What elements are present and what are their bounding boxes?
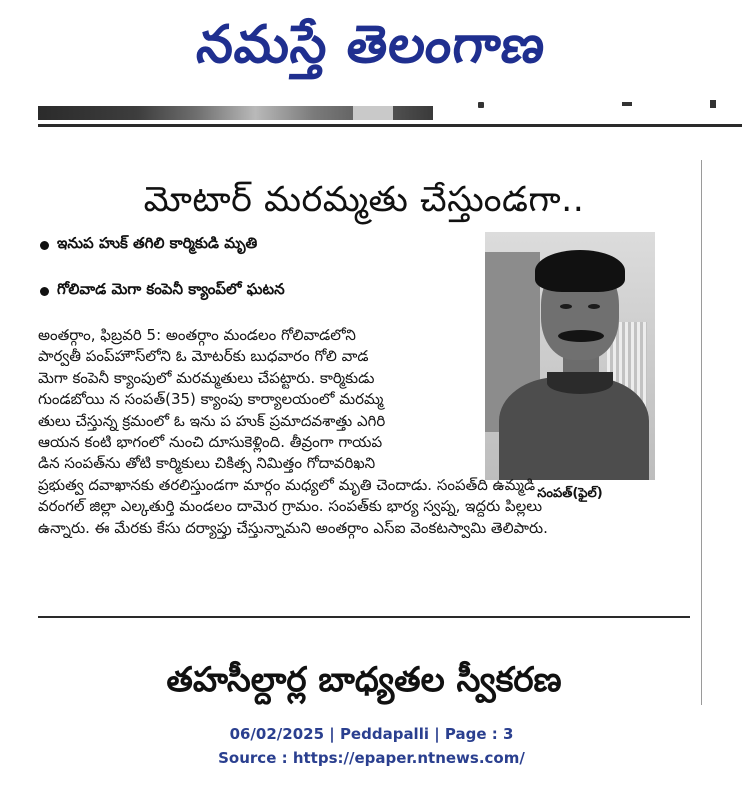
- body-line: వరంగల్ జిల్లా ఎల్కతుర్తి మండలం దామెర గ్రామం. సంపత్‌కు భార్య స్వప్న, ఇద్దరు పిల్లలు: [38, 497, 543, 516]
- news-article: [38, 127, 690, 617]
- subheadline-list: [38, 232, 478, 324]
- body-line: మెగా కంపెనీ క్యాంపులో మరమ్మతులు చేపట్టారు. కార్మికుడు: [38, 368, 375, 387]
- article-headline: మోటార్ మరమ్మతు చేస్తుండగా..: [143, 180, 585, 221]
- footer: [0, 722, 743, 770]
- footer-source: Source : https://epaper.ntnews.com/: [218, 749, 525, 767]
- bullet-icon: [40, 241, 49, 250]
- bottom-divider: [38, 616, 690, 618]
- body-line: ప్రభుత్వ దవాఖానకు తరలిస్తుండగా మార్గం మధ్యలో మృతి చెందాడు. సంపత్‌ది ఉమ్మడి: [38, 475, 536, 494]
- text-fragment: [622, 102, 632, 106]
- subheadline-text: ఇనుప హుక్ తగిలి కార్మికుడి మృతి: [57, 234, 258, 252]
- body-line: డిన సంపత్‌ను తోటి కార్మికులు చికిత్స నిమిత్తం గోదావరిఖని: [38, 454, 376, 473]
- text-fragment: [710, 100, 716, 108]
- previous-article-image-fragment: [38, 106, 433, 120]
- footer-date-edition: 06/02/2025 | Peddapalli | Page : 3: [229, 725, 514, 743]
- body-line: అంతర్గాం, ఫిబ్రవరి 5: అంతర్గాం మండలం గోలివాడలోని: [38, 326, 356, 344]
- newspaper-title: నమస్తే తెలంగాణ: [194, 15, 549, 75]
- subheadline-item: [38, 278, 478, 304]
- body-line: తులు చేస్తున్న క్రమంలో ఓ ఇను ప హుక్ ప్రమాదవశాత్తు ఎగిరి: [38, 411, 386, 430]
- photo-caption: సంపత్(ఫైల్): [537, 486, 603, 501]
- article-body: [38, 325, 678, 539]
- body-line: ఆయన కంటి భాగంలో నుంచి దూసుకెళ్లింది. తీవ్రంగా గాయప: [38, 432, 383, 451]
- column-divider: [701, 160, 702, 705]
- body-line: ఉన్నారు. ఈ మేరకు కేసు దర్యాప్తు చేస్తున్నామని అంతర్గాం ఎస్ఐ వెంకటస్వామి తెలిపారు.: [38, 518, 548, 537]
- body-line: గుండబోయి న సంపత్(35) క్యాంపు కార్యాలయంలో మరమ్మ: [38, 390, 384, 409]
- subheadline-text: గోలివాడ మెగా కంపెనీ క్యాంప్‌లో ఘటన: [57, 280, 285, 298]
- next-article-headline: తహసీల్దార్ల బాధ్యతల స్వీకరణ: [166, 660, 562, 701]
- masthead: [0, 0, 743, 90]
- subheadline-item: [38, 232, 478, 258]
- text-fragment: [478, 102, 484, 108]
- previous-article-strip: [38, 100, 742, 122]
- bullet-icon: [40, 287, 49, 296]
- body-line: పార్వతీ పంప్‌హౌస్‌లోని ఓ మోటర్‌కు బుధవారం గోలి వాడ: [38, 347, 369, 366]
